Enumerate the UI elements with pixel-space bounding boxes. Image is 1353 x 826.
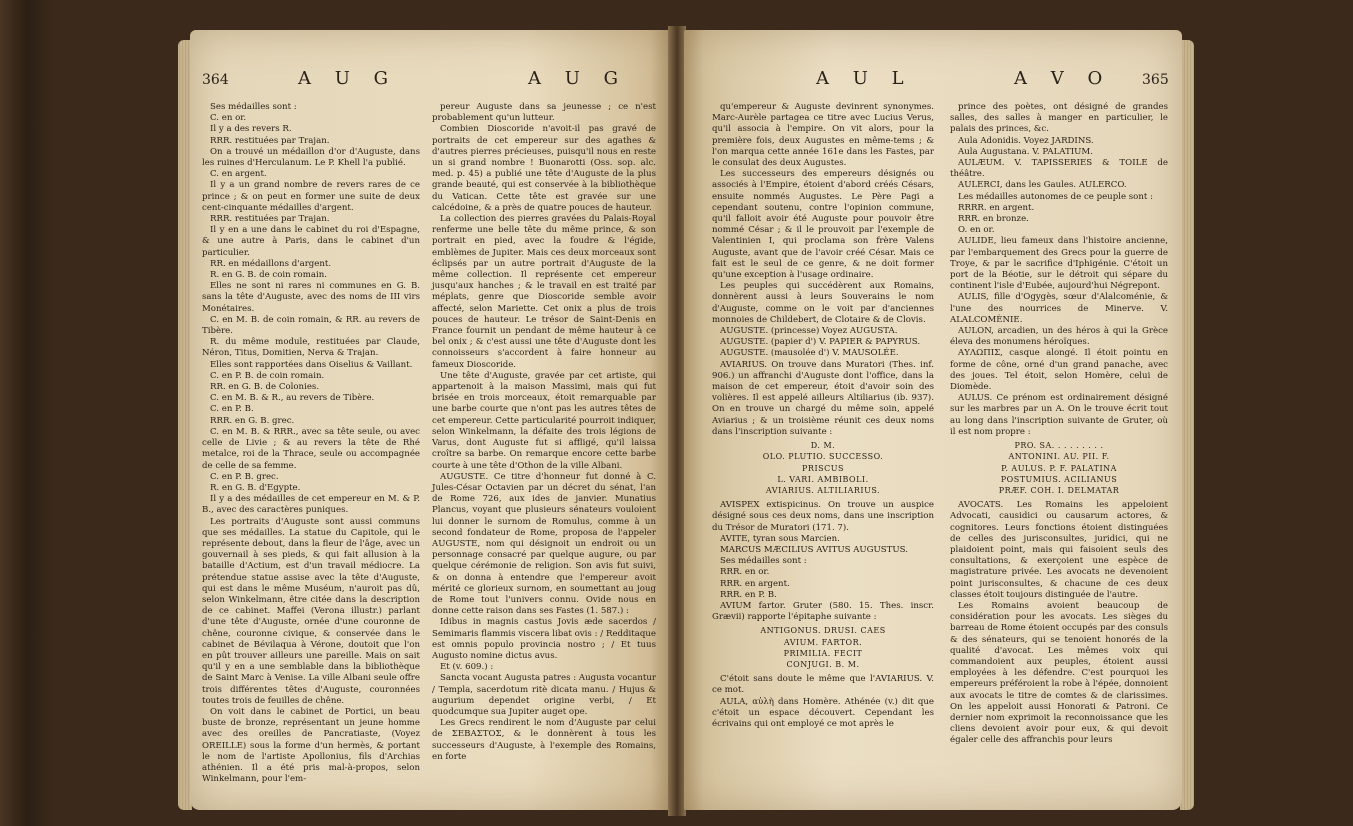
text-paragraph: On voit dans le cabinet de Portici, un beau buste de bronze, représentant un jeune homme avec des oreilles de Pancratiaste, (Voyez OREILLE) sous la forme d'un hermès, & portant le nom de l'artiste Apollonius, fils d'Archias athénien. Il a été pris mal-à-propos, selon Winkelmann, pour l'em- [202, 706, 420, 785]
text-paragraph: RRRR. en argent. [958, 202, 1035, 213]
text-paragraph: RRR. en bronze. [958, 214, 1029, 225]
left-page [190, 30, 670, 810]
left-column-1 [202, 102, 420, 785]
text-paragraph: AUGUSTE. (princesse) Voyez AUGUSTA. [720, 326, 898, 337]
text-paragraph: Les Grecs rendirent le nom d'Auguste par celui de ΣΕΒΑΣΤΟΣ, & le donnèrent à tous les successeurs d'Auguste, à l'exemple des Romains, en forte [432, 718, 656, 762]
text-paragraph: Il y a un grand nombre de revers rares de ce prince ; & on peut en former une suite de deux cent-cinquante médailles d'argent. [202, 180, 420, 213]
inscription-block [950, 440, 1168, 496]
text-paragraph: RRR. restituées par Trajan. [210, 135, 330, 146]
text-paragraph: Combien Dioscoride n'avoit-il pas gravé de portraits de cet empereur sur des agathes & d'autres pierres précieuses, puisqu'il nous en reste un si grand nombre ! Buonarotti (Oss. sop. alc. med. p. 45) a publié une tête d'Auguste de la plus grande beauté, qui est conservée à la bibliothèque du Vatican. Cette tête est gravée sur une calcédoine, & a près de quatre pouces de hauteur. [432, 124, 656, 213]
text-paragraph: Sancta vocant Augusta patres : Augusta vocantur / Templa, sacerdotum ritè dicata manu. / Hujus & augurium dependet origine verbi, / Et quodcumque sua Jupiter auget ope. [432, 673, 656, 717]
text-paragraph: C. en M. B. & RRR., avec sa tête seule, ou avec celle de Livie ; & au revers la tête de Rhé metalce, roi de la Thrace, seule ou accompagnée de celle de sa femme. [202, 426, 420, 471]
inscription-line: PRIMILIA. FECIT [783, 648, 863, 658]
text-paragraph: AUGUSTE. Ce titre d'honneur fut donné à C. Jules-César Octavien par un décret du sénat, l'an de Rome 726, aux ides de janvier. Munatius Plancus, voyant que plusieurs sénateurs vouloient lui donner le surnom de Romulus, comme à un second fondateur de Rome, proposa de l'appeler AUGUSTE, nom qui désignoit un endroit ou un personnage consacré par quelque augure, ou par quelque cérémonie de religion. Son avis fut suivi, & on donna à entendre que l'empereur avoit mérité ce glorieux surnom, en soumettant au joug de Rome tout l'univers connu. Ovide nous en donne cette raison dans ses Fastes (1. 587.) : [432, 471, 656, 617]
running-head-left [190, 68, 670, 96]
text-paragraph: RRR. en argent. [720, 578, 790, 589]
text-paragraph: ΑΥΛΩΠΙΣ, casque alongé. Il étoit pointu en forme de cône, orné d'un grand panache, avec des joues. Tel étoit, selon Homère, celui de Diomède. [950, 348, 1168, 393]
text-paragraph: AULIDE, lieu fameux dans l'histoire ancienne, par l'embarquement des Grecs pour la guerre de Troye, & par le sacrifice d'Iphigénie. C'étoit un port de la Béotie, sur le détroit qui sépare du continent l'isle d'Eubée, aujourd'hui Négrepont. [950, 236, 1168, 292]
text-paragraph: C. en argent. [210, 169, 267, 180]
text-paragraph: RR. en médaillons d'argent. [210, 258, 332, 269]
running-head-text: A U L [816, 68, 913, 89]
text-paragraph: AULERCI, dans les Gaules. AULERCO. [958, 180, 1127, 191]
page-number: 365 [1142, 72, 1169, 88]
text-paragraph: Les successeurs des empereurs désignés ou associés à l'Empire, étoient d'abord créés Césars, ensuite nommés Augustes. Le Père Pagi a cependant soutenu, contre l'opinion commune, qu'il falloit avoir été Auguste pour pouvoir être nommé César ; & il le prouvoit par l'exemple de Valentinien I, qui proclama son frère Valens Auguste, avant que de l'avoir créé César. Mais ce fait est le seul de ce genre, & ne doit former qu'une exception à l'usage ordinaire. [712, 169, 934, 281]
text-paragraph: Elles sont rapportées dans Oiselius & Vaillant. [210, 359, 413, 370]
text-paragraph: On a trouvé un médaillon d'or d'Auguste, dans les ruines d'Herculanum. Le P. Khell l'a publié. [202, 146, 420, 169]
text-paragraph: Ses médailles sont : [720, 556, 807, 567]
text-paragraph: qu'empereur & Auguste devinrent synonymes. Marc-Aurèle partagea ce titre avec Lucius Verus, qu'il associa à l'empire. On vit alors, pour la première fois, deux Augustes en même-tems ; & l'on marqua cette année 161e dans les Fastes, par le consulat des deux Augustes. [712, 102, 934, 169]
text-paragraph: Et (v. 609.) : [440, 662, 494, 673]
text-paragraph: Les portraits d'Auguste sont aussi communs que ses médailles. La statue du Capitole, qui le représente debout, dans la fleur de l'âge, avec un gouvernail à ses pieds, & qui fait allusion à la bataille d'Actium, est d'un travail médiocre. La prétendue statue assise avec la tête d'Auguste, qui est dans le même Muséum, n'auroit pas dû, selon Winkelmann, être citée dans la description de ce cabinet. Maffei (Verona illustr.) parlant d'une tête d'Auguste, ornée d'une couronne de chêne, couronne civique, & conservée dans le cabinet de Bévilaqua à Vérone, doutoit que l'on en pût trouver ailleurs une pareille. Mais on sait qu'il y en a une semblable dans la bibliothèque de Saint Marc à Venise. La ville Albani seule offre trois différentes têtes d'Auguste, couronnées toutes trois de feuilles de chêne. [202, 516, 420, 706]
text-paragraph: Elles ne sont ni rares ni communes en G. B. sans la tête d'Auguste, avec des noms de III virs Monétaires. [202, 281, 420, 314]
running-head-right [684, 68, 1182, 96]
right-column-1 [712, 102, 934, 730]
left-column-2 [432, 102, 656, 763]
right-column-2 [950, 102, 1168, 747]
text-paragraph: pereur Auguste dans sa jeunesse ; ce n'est probablement qu'un lutteur. [432, 102, 656, 124]
text-paragraph: AULON, arcadien, un des héros à qui la Grèce éleva des monumens héroïques. [950, 326, 1168, 348]
text-paragraph: RRR. en P. B. [720, 589, 777, 600]
page-edges-right [1180, 40, 1194, 810]
text-paragraph: Les médailles autonomes de ce peuple sont : [958, 191, 1153, 202]
text-paragraph: AVIARIUS. On trouve dans Muratori (Thes. inf. 906.) un affranchi d'Auguste dont l'office, dans la maison de cet empereur, étoit d'avoir soin des volières. Il est appelé ailleurs Altiliarius (ib. 937). On en trouve un chargé du même soin, appelé Aviarius ; & un troisième réunit ces deux noms dans l'inscription suivante : [712, 359, 934, 437]
text-paragraph: R. en G. B. d'Egypte. [210, 482, 301, 493]
inscription-block [712, 625, 934, 670]
text-paragraph: La collection des pierres gravées du Palais-Royal renferme une belle tête du même prince, & son portrait en pied, avec la foudre & l'égide, emblèmes de Jupiter. Mais ces deux morceaux sont éclipsés par un autre portrait d'Auguste de la même collection. Il représente cet empereur jusqu'aux hanches ; & le travail en est traité par méplats, genre que Dioscoride semble avoir affecté, selon Mariette. Cet onix a plus de trois pouces de hauteur. Le trésor de Saint-Denis en France fournit un pendant de même hauteur à ce bel onix ; & c'est aussi une tête d'Auguste dont les connoisseurs s'accordent à faire honneur au fameux Dioscoride. [432, 214, 656, 370]
text-paragraph: AVIUM fartor. Gruter (580. 15. Thes. inscr. Grævii) rapporte l'épitaphe suivante : [712, 600, 934, 623]
text-paragraph: C. en M. B. & R., au revers de Tibère. [210, 393, 375, 404]
inscription-line: POSTUMIUS. ACILIANUS [1000, 474, 1118, 484]
inscription-line: AVIUM. FARTOR. [783, 637, 863, 647]
text-paragraph: AUGUSTE. (mausolée d') V. MAUSOLÉE. [720, 348, 899, 359]
inscription-line: OLO. PLUTIO. SUCCESSO. [762, 452, 884, 462]
page-number: 364 [202, 72, 229, 88]
text-paragraph: Il y en a une dans le cabinet du roi d'Espagne, & une autre à Paris, dans le cabinet d'un particulier. [202, 225, 420, 258]
text-paragraph: Aula Adonidis. Voyez JARDINS. [958, 135, 1094, 146]
text-paragraph: C. en or. [210, 113, 247, 124]
inscription-line: ANTONINI. AU. PII. F. [1008, 452, 1110, 462]
running-head-text: A U G [298, 68, 397, 89]
text-paragraph: Les Romains avoient beaucoup de considération pour les avocats. Les sièges du barreau de Rome étoient occupés par des consuls & des sénateurs, qui se tenoient honorés de la qualité d'avocat. Les mêmes voix qui commandoient aux peuples, étoient aussi employées à les défendre. C'est pourquoi les empereurs préféroient la robe à l'épée, donnoient aux avocats le titre de comtes & de clarissimes. On les appeloit aussi Honorati & Patroni. Ce dernier nom exprimoit la reconnoissance que les cliens devoient avoir pour eux, & qui devoit égaler celle des affranchis pour leurs [950, 600, 1168, 746]
text-paragraph: Il y a des revers R. [210, 124, 292, 135]
text-paragraph: AULUS. Ce prénom est ordinairement désigné sur les marbres par un A. On le trouve écrit tout au long dans l'inscription suivante de Gruter, où il est nom propre : [950, 393, 1168, 437]
text-paragraph: AVISPEX extispicinus. On trouve un auspice désigné sous ces deux noms, dans une inscription du Trésor de Muratori (171. 7). [712, 500, 934, 533]
inscription-line: ANTIGONUS. DRUSI. CAES [760, 626, 886, 636]
text-paragraph: AVITE, tyran sous Marcien. [720, 533, 840, 544]
text-paragraph: O. en or. [958, 225, 995, 236]
text-paragraph: AULÆUM. V. TAPISSERIES & TOILE de théâtre. [950, 158, 1168, 180]
text-paragraph: RRR. restituées par Trajan. [210, 214, 330, 225]
inscription-line: AVIARIUS. ALTILIARIUS. [765, 485, 881, 495]
text-paragraph: AUGUSTE. (papier d') V. PAPIER & PAPYRUS. [720, 337, 921, 348]
text-paragraph: Il y a des médailles de cet empereur en M. & P. B., avec des caractères puniques. [202, 494, 420, 516]
text-paragraph: R. du même module, restituées par Claude, Néron, Titus, Domitien, Nerva & Trajan. [202, 337, 420, 359]
text-paragraph: C. en P. B. grec. [210, 471, 279, 482]
text-paragraph: Aula Augustana. V. PALATIUM. [958, 146, 1093, 157]
text-paragraph: C'étoit sans doute le même que l'AVIARIUS. V. ce mot. [712, 674, 934, 696]
inscription-line: D. M. [810, 441, 836, 451]
text-paragraph: AULIS, fille d'Ogygès, sœur d'Alalcoménie, & l'une des nourrices de Minerve. V. ALALCOMÈNIE. [950, 292, 1168, 325]
text-paragraph: C. en P. B. [210, 404, 254, 415]
right-page [684, 30, 1182, 810]
inscription-line: PRISCUS [802, 463, 844, 473]
text-paragraph: prince des poètes, ont désigné de grandes salles, des salles à manger en particulier, le palais des princes, &c. [950, 102, 1168, 135]
text-paragraph: AVOCATS. Les Romains les appeloient Advocati, causidici ou causarum actores, & cognitores. Leurs fonctions étoient distinguées de celles des jurisconsultes, juridici, qui ne plaidoient point, mais qui faisoient seuls des consultations, & exerçoient une espèce de magistrature privée. Les avocats ne devenoient point jurisconsultes, & chacune de ces deux classes étoit toujours distinguée de l'autre. [950, 500, 1168, 600]
text-paragraph: C. en P. B. de coin romain. [210, 370, 325, 381]
text-paragraph: R. en G. B. de coin romain. [210, 270, 327, 281]
text-paragraph: RRR. en or. [720, 567, 770, 578]
text-paragraph: Une tête d'Auguste, gravée par cet artiste, qui appartenoit à la maison Massimi, mais qui fut brisée en trois morceaux, étoit remarquable par une barbe courte que n'ont pas les autres têtes de cet empereur. Cette particularité pourroit indiquer, selon Winkelmann, la défaite des trois légions de Varus, dont Auguste fut si affligé, qu'il laissa croître sa barbe. On remarque encore cette barbe courte à une tête d'Othon de la ville Albani. [432, 370, 657, 471]
text-paragraph: MARCUS MÆCILIUS AVITUS AUGUSTUS. [720, 544, 908, 555]
inscription-line: CONJUGI. B. M. [786, 659, 860, 669]
text-paragraph: Ses médailles sont : [210, 102, 297, 112]
text-paragraph: AULA, αὐλὴ dans Homère. Athénée (v.) dit que c'étoit un espace découvert. Cependant les écrivains qui ont employé ce mot après le [712, 696, 934, 729]
inscription-line: PRÆF. COH. I. DELMATAR [998, 485, 1120, 495]
text-paragraph: RRR. en G. B. grec. [210, 415, 295, 426]
inscription-line: L. VARI. AMBIBOLI. [777, 474, 869, 484]
text-paragraph: RR. en G. B. de Colonies. [210, 382, 320, 393]
running-head-text-right: A V O [1014, 68, 1112, 89]
text-paragraph: Les peuples qui succédèrent aux Romains, donnèrent aussi à leurs Souverains le nom d'Auguste, comme on le voit par d'anciennes monnoies de Childebert, de Clotaire & de Clovis. [712, 281, 934, 325]
inscription-line: PRO. SA. . . . . . . . . [1014, 441, 1104, 451]
text-paragraph: C. en M. B. de coin romain, & RR. au revers de Tibère. [202, 314, 420, 337]
inscription-line: P. AULUS. P. F. PALATINA [1001, 463, 1117, 473]
inscription-block [712, 440, 934, 496]
text-paragraph: Idibus in magnis castus Jovis æde sacerdos / Semimaris flammis viscera libat ovis : / Redditaque est omnis populo provincia nostro ; / Et tuus Augusto nomine dictus avus. [432, 617, 656, 661]
running-head-text-right: A U G [528, 68, 627, 89]
